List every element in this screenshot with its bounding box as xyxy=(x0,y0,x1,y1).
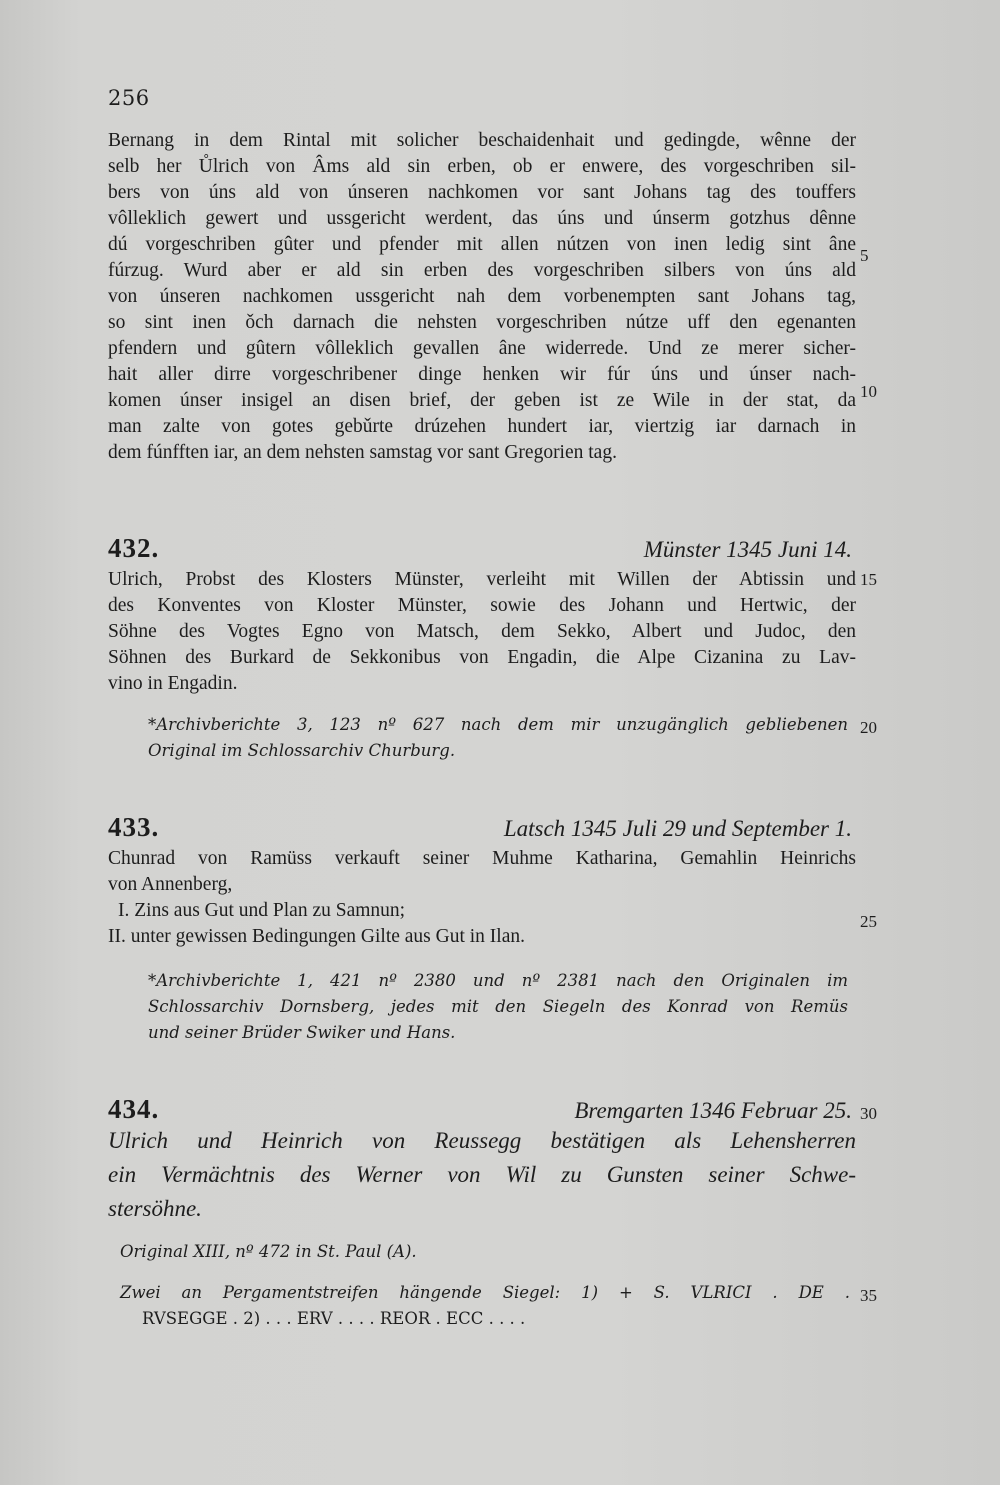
text-line: Chunrad von Ramüss verkauft seiner Muhme Katharina, Gemahlin Heinrichs xyxy=(108,848,856,869)
text-line: von Annenberg, xyxy=(108,874,233,895)
page-number: 256 xyxy=(108,86,150,110)
entry-number: 432. xyxy=(108,533,160,563)
entry-433-summary xyxy=(108,846,856,950)
entry-433-note xyxy=(148,968,848,1046)
note-line: RVSEGGE . 2) . . . ERV . . . . REOR . ECC . . . . xyxy=(142,1309,526,1328)
entry-place-date: Bremgarten 1346 Februar 25. xyxy=(574,1098,852,1123)
entry-433-heading xyxy=(108,812,856,848)
text-line: hait aller dirre vorgeschribener dinge henken wir fúr úns und únser nach- xyxy=(108,364,856,385)
text-line: pfendern und gûtern vôlleklich gevallen âne widerrede. Und ze merer sicher- xyxy=(108,338,856,359)
text-line: Söhne des Vogtes Egno von Matsch, dem Sekko, Albert und Judoc, den xyxy=(108,621,856,642)
continuation-text xyxy=(108,128,856,466)
text-line: Bernang in dem Rintal mit solicher beschaidenhait und gedingde, wênne der xyxy=(108,130,856,151)
text-line: selb her Ůlrich von Âms ald sin erben, ob er enwere, des vorgeschriben sil- xyxy=(108,156,856,177)
text-line: fúrzug. Wurd aber er ald sin erben des vorgeschriben silbers von úns ald xyxy=(108,260,856,281)
text-line: Ulrich, Probst des Klosters Münster, verleiht mit Willen der Abtissin und xyxy=(108,569,856,590)
margin-line-number: 10 xyxy=(860,382,877,401)
entry-place-date: Latsch 1345 Juli 29 und September 1. xyxy=(503,816,852,841)
text-line: Söhnen des Burkard de Sekkonibus von Engadin, die Alpe Cizanina zu Lav- xyxy=(108,647,856,668)
margin-line-number: 15 xyxy=(860,570,877,589)
text-line: komen únser insigel an disen brief, der geben ist ze Wile in der stat, da xyxy=(108,390,856,411)
margin-line-number: 5 xyxy=(860,246,869,265)
text-line: stersöhne. xyxy=(108,1196,202,1221)
note-line: Zwei an Pergamentstreifen hängende Siegel: 1) + S. VLRICI . DE . xyxy=(120,1283,850,1302)
entry-434-summary xyxy=(108,1124,856,1226)
text-line: vôlleklich gewert und ussgericht werdent, das úns und únserm gotzhus dênne xyxy=(108,208,856,229)
entry-432-summary xyxy=(108,567,856,697)
text-line: dú vorgeschriben gûter und pfender mit allen nútzen von inen ledig sint âne xyxy=(108,234,856,255)
note-line: und seiner Brüder Swiker und Hans. xyxy=(148,1023,456,1042)
text-line: des Konventes von Kloster Münster, sowie des Johann und Hertwic, der xyxy=(108,595,856,616)
entry-place-date: Münster 1345 Juni 14. xyxy=(643,537,852,562)
text-line: von únseren nachkomen ussgericht nah dem vorbenempten sant Johans tag, xyxy=(108,286,856,307)
text-line: man zalte von gotes gebǔrte drúzehen hundert iar, viertzig iar darnach in xyxy=(108,416,856,437)
margin-line-number: 30 xyxy=(860,1104,877,1123)
entry-434-seals xyxy=(120,1280,850,1332)
text-line: bers von úns ald von únseren nachkomen vor sant Johans tag des touffers xyxy=(108,182,856,203)
text-line: vino in Engadin. xyxy=(108,673,238,694)
entry-432-heading xyxy=(108,533,856,569)
note-line: *Archivberichte 3, 123 nº 627 nach dem mir unzugänglich gebliebenen xyxy=(148,715,848,734)
note-line: Schlossarchiv Dornsberg, jedes mit den Siegeln des Konrad von Remüs xyxy=(148,997,848,1016)
note-line: Original XIII, nº 472 in St. Paul (A). xyxy=(120,1242,417,1261)
margin-line-number: 20 xyxy=(860,718,877,737)
text-line: Ulrich und Heinrich von Reussegg bestätigen als Lehensherren xyxy=(108,1128,856,1153)
entry-434-original xyxy=(120,1239,850,1265)
text-line: I. Zins aus Gut und Plan zu Samnun; xyxy=(118,900,406,921)
margin-line-number: 35 xyxy=(860,1286,877,1305)
entry-number: 434. xyxy=(108,1094,160,1124)
margin-line-number: 25 xyxy=(860,912,877,931)
note-line: Original im Schlossarchiv Churburg. xyxy=(148,741,456,760)
text-line: II. unter gewissen Bedingungen Gilte aus Gut in Ilan. xyxy=(108,926,525,947)
text-line: so sint inen ǒch darnach die nehsten vorgeschriben nútze uff den egenanten xyxy=(108,312,856,333)
note-line: *Archivberichte 1, 421 nº 2380 und nº 2381 nach den Originalen im xyxy=(148,971,848,990)
entry-432-note xyxy=(148,712,848,764)
entry-number: 433. xyxy=(108,812,160,842)
text-line: dem fúnfften iar, an dem nehsten samstag vor sant Gregorien tag. xyxy=(108,442,617,463)
text-line: ein Vermächtnis des Werner von Wil zu Gunsten seiner Schwe- xyxy=(108,1162,856,1187)
